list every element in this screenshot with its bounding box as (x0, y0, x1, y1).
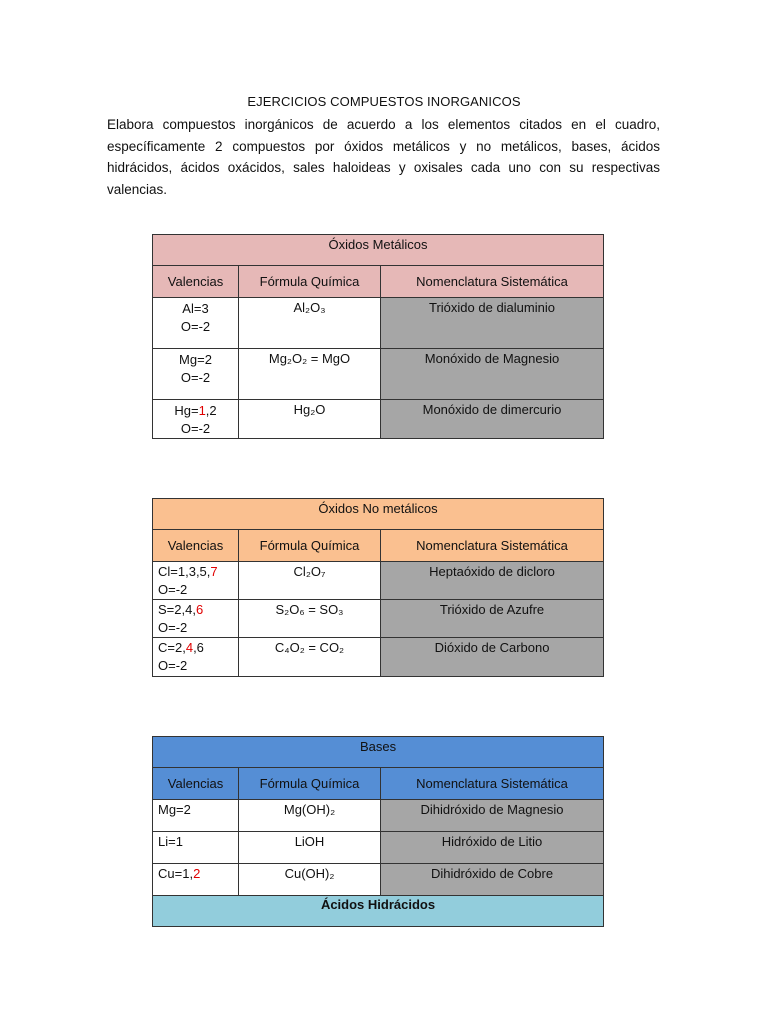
column-header-nomenclatura: Nomenclatura Sistemática (381, 266, 604, 298)
valence-line (153, 402, 238, 420)
table-row (153, 400, 604, 439)
nomenclatura-cell: Trióxido de dialuminio (381, 298, 604, 349)
valence-line: O=-2 (158, 658, 188, 673)
valence-line (158, 563, 238, 581)
column-header-formula: Fórmula Química (239, 266, 381, 298)
nomenclatura-cell: Hidróxido de Litio (381, 832, 604, 864)
formula-cell: Cu(OH)₂ (239, 864, 381, 896)
column-header-formula: Fórmula Química (239, 768, 381, 800)
highlighted-valence: 4 (185, 640, 194, 655)
table-row (153, 298, 604, 349)
valencias-cell: Li=1 (153, 832, 239, 864)
valence-text: ,2 (205, 403, 217, 418)
valencias-cell (153, 600, 239, 638)
formula-cell: Al₂O₃ (239, 298, 381, 349)
bases-table (152, 736, 604, 927)
table-row (153, 562, 604, 600)
valencias-cell (153, 562, 239, 600)
formula-cell: C₄O₂ = CO₂ (239, 638, 381, 677)
valence-line: O=-2 (158, 620, 188, 635)
valence-line (158, 601, 238, 619)
formula-cell: Mg₂O₂ = MgO (239, 349, 381, 400)
column-header-valencias: Valencias (153, 768, 239, 800)
document-title: EJERCICIOS COMPUESTOS INORGANICOS (247, 94, 521, 109)
valence-text: ,6 (193, 640, 204, 655)
table-row (153, 349, 604, 400)
valencias-cell (153, 400, 239, 439)
nomenclatura-cell: Dihidróxido de Cobre (381, 864, 604, 896)
valencias-cell (153, 349, 239, 400)
nomenclatura-cell: Dióxido de Carbono (381, 638, 604, 677)
nomenclatura-cell: Heptaóxido de dicloro (381, 562, 604, 600)
formula-cell: Hg₂O (239, 400, 381, 439)
valence-line: Al=3 (182, 301, 209, 316)
valence-line (158, 639, 238, 657)
highlighted-valence: 6 (195, 602, 204, 617)
nomenclatura-cell: Monóxido de Magnesio (381, 349, 604, 400)
column-header-valencias: Valencias (153, 530, 239, 562)
formula-cell: LiOH (239, 832, 381, 864)
column-header-nomenclatura: Nomenclatura Sistemática (381, 768, 604, 800)
oxidos-no-metalicos-table (152, 498, 604, 677)
column-header-valencias: Valencias (153, 266, 239, 298)
valence-line: O=-2 (180, 421, 211, 436)
highlighted-valence: 1 (198, 403, 206, 418)
column-header-formula: Fórmula Química (239, 530, 381, 562)
valence-text: Cu=1, (158, 866, 194, 881)
valence-text: Cl=1,3,5, (158, 564, 211, 579)
table-title: Óxidos No metálicos (153, 499, 604, 530)
formula-cell: Mg(OH)₂ (239, 800, 381, 832)
valence-line: O=-2 (180, 319, 211, 334)
formula-cell: S₂O₆ = SO₃ (239, 600, 381, 638)
valence-text: S=2,4, (158, 602, 196, 617)
oxidos-metalicos-table (152, 234, 604, 439)
valence-line: O=-2 (158, 582, 188, 597)
valencias-cell (153, 864, 239, 896)
table-row (153, 638, 604, 677)
table-row (153, 600, 604, 638)
formula-cell: Cl₂O₇ (239, 562, 381, 600)
valence-text: C=2, (158, 640, 186, 655)
nomenclatura-cell: Dihidróxido de Magnesio (381, 800, 604, 832)
table-title: Óxidos Metálicos (153, 235, 604, 266)
acidos-hidracidos-heading: Ácidos Hidrácidos (153, 896, 604, 927)
instructions-paragraph: Elabora compuestos inorgánicos de acuerdo a los elementos citados en el cuadro, específicamente 2 compuestos por óxidos metálicos y no metálicos, bases, ácidos hidrácidos, ácidos oxácidos, sales haloideas y oxisales cada uno con su respectivas valencias. (107, 117, 660, 197)
highlighted-valence: 7 (210, 564, 218, 579)
table-row (153, 864, 604, 896)
column-header-nomenclatura: Nomenclatura Sistemática (381, 530, 604, 562)
table-row (153, 832, 604, 864)
table-row (153, 800, 604, 832)
valencias-cell: Mg=2 (153, 800, 239, 832)
valencias-cell (153, 638, 239, 677)
valence-line: Mg=2 (179, 352, 212, 367)
nomenclatura-cell: Monóxido de dimercurio (381, 400, 604, 439)
table-title: Bases (153, 737, 604, 768)
nomenclatura-cell: Trióxido de Azufre (381, 600, 604, 638)
valence-text: Hg= (174, 403, 199, 418)
valence-line: O=-2 (180, 370, 211, 385)
valencias-cell (153, 298, 239, 349)
highlighted-valence: 2 (193, 866, 201, 881)
